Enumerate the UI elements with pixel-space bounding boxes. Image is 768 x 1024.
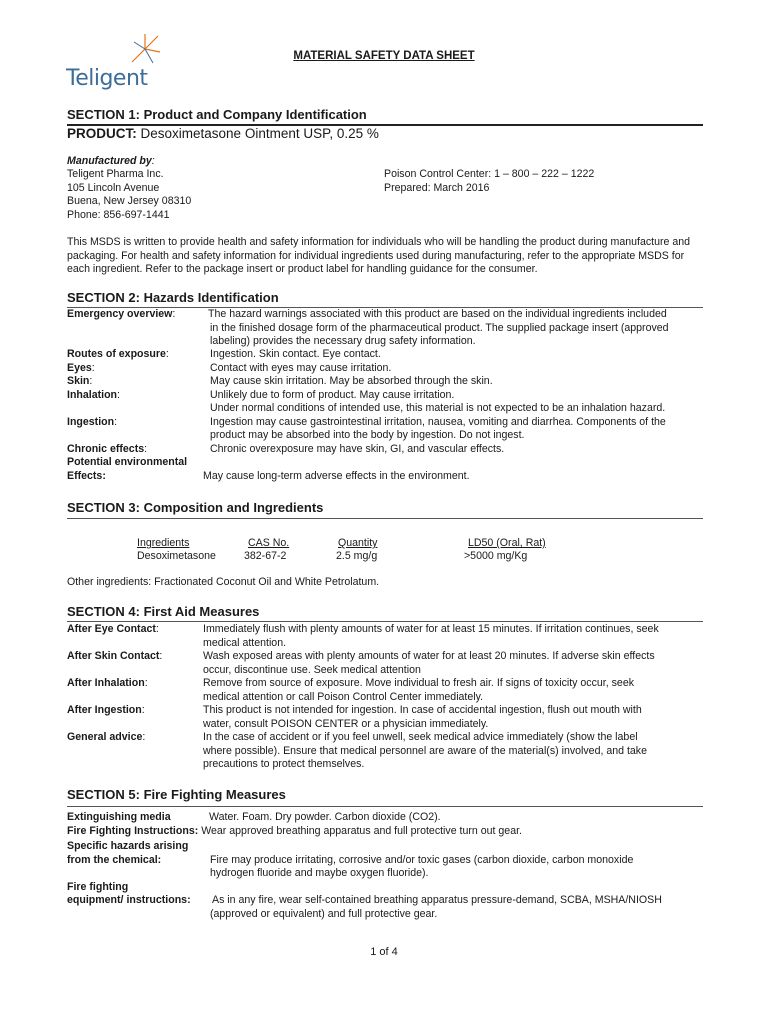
hazard-label: Routes of exposure: [67,348,169,360]
company-street: 105 Lincoln Avenue [67,181,160,194]
fire-instructions-label: Fire Fighting Instructions: [67,824,199,837]
fire-instructions-row [67,825,522,837]
company-phone: Phone: 856-697-1441 [67,208,170,221]
extinguishing-value: Water. Foam. Dry powder. Carbon dioxide (CO2). [209,811,441,823]
other-ingredients: Other ingredients: Fractionated Coconut Oil and White Petrolatum. [67,576,380,588]
hazard-value: Ingestion. Skin contact. Eye contact. [210,348,381,360]
table-cell-quantity: 2.5 mg/g [336,550,378,562]
table-cell-cas: 382-67-2 [244,550,287,562]
company-city: Buena, New Jersey 08310 [67,195,192,207]
section2-title: SECTION 2: Hazards Identification [67,290,279,305]
section5-title: SECTION 5: Fire Fighting Measures [67,787,286,802]
first-aid-value: Wash exposed areas with plenty amounts of water for at least 20 minutes. If adverse skin effects occur, discontinue use. Seek medical attention [203,650,655,676]
env-effects-value: May cause long-term adverse effects in the environment. [203,469,470,482]
table-header-quantity: Quantity [338,537,378,549]
prepared-date: Prepared: March 2016 [384,181,490,194]
section5-rule [67,806,703,807]
company-name: Teligent Pharma Inc. [67,168,164,180]
specific-hazards-label: Specific hazards arising from the chemical: [67,840,189,866]
section4-title: SECTION 4: First Aid Measures [67,604,260,619]
hazard-value: Unlikely due to form of product. May cause irritation. Under normal conditions of intended use, this material is not expected to be an inhalation hazard. [210,388,666,414]
hazard-label: Emergency overview: [67,308,176,320]
poison-control: Poison Control Center: 1 – 800 – 222 – 1222 [384,168,595,180]
fire-equipment-label: Fire fighting equipment/ instructions: [67,880,191,906]
first-aid-label: After Ingestion: [67,704,145,716]
hazard-label: Chronic effects: [67,442,148,455]
first-aid-value: Immediately flush with plenty amounts of water for at least 15 minutes. If irritation continues, seek medical attention. [203,623,659,649]
hazard-label: Ingestion: [67,415,118,428]
hazard-value: The hazard warnings associated with this product are based on the individual ingredients included in the finished dosage form of the pharmaceutical product. The supplied package insert (approved labeling) provides the necessary drug safety information. [208,308,669,347]
company-contact [384,168,594,195]
first-aid-value: Remove from source of exposure. Move individual to fresh air. If signs of toxicity occur, seek medical attention or call Poison Control Center immediately. [203,677,635,703]
table-cell-ld50: >5000 mg/Kg [464,550,528,562]
specific-hazards-value: Fire may produce irritating, corrosive and/or toxic gases (carbon dioxide, carbon monoxide hydrogen fluoride and maybe oxygen fluoride). [210,853,634,879]
intro-paragraph: This MSDS is written to provide health and safety information for individuals who will be handling the product during manufacture and packaging. For health and safety information for individual ingredients used during manufacturing, refer to the appropriate MSDS for each ingredient. Refer to the package insert or product label for handling guidance for the consumer. [67,236,691,275]
hazard-label: Inhalation: [67,388,120,401]
hazard-label: Eyes: [67,361,95,374]
section3-rule [67,518,703,519]
hazard-value: Ingestion may cause gastrointestinal irritation, nausea, vomiting and diarrhea. Components of the product may be absorbed into the body by ingestion. Do not ingest. [210,415,666,441]
first-aid-label: General advice: [67,731,146,743]
company-address [67,168,191,222]
section1-title: SECTION 1: Product and Company Identification [67,107,367,122]
extinguishing-label: Extinguishing media [67,811,171,823]
env-effects-label: Potential environmental Effects: [67,456,188,482]
fire-instructions-value: Wear approved breathing apparatus and full protective turn out gear. [201,824,522,837]
first-aid-value: In the case of accident or if you feel unwell, seek medical advice immediately (show the label where possible). Ensure that medical personnel are aware of the material(s) involved, and take precautions to protect themselves. [203,731,647,770]
hazard-label: Skin: [67,375,93,387]
page-number: 1 of 4 [370,946,398,958]
hazard-value: Chronic overexposure may have skin, GI, and vascular effects. [210,442,505,455]
section3-title: SECTION 3: Composition and Ingredients [67,500,324,515]
section4-rule [67,621,703,622]
hazard-value: Contact with eyes may cause irritation. [210,361,392,374]
first-aid-label: After Inhalation: [67,677,148,689]
table-cell-ingredient: Desoximetasone [137,550,216,562]
first-aid-label: After Skin Contact: [67,650,163,662]
table-header-ld50: LD50 (Oral, Rat) [468,537,546,549]
fire-equipment-value: As in any fire, wear self-contained breathing apparatus pressure-demand, SCBA, MSHA/NIOSH (approved or equivalent) and full protective gear. [210,894,662,920]
table-header-ingredients: Ingredients [137,537,190,549]
table-header-cas: CAS No. [248,537,290,549]
product-name: Desoximetasone Ointment USP, 0.25 % [140,126,379,141]
first-aid-value: This product is not intended for ingestion. In case of accidental ingestion, flush out mouth with water, consult POISON CENTER or a physician immediately. [203,704,642,730]
first-aid-label: After Eye Contact: [67,623,159,635]
document-title: MATERIAL SAFETY DATA SHEET [293,50,475,62]
manufactured-by-label: Manufactured by: [67,155,155,167]
product-label: PRODUCT: [67,126,137,141]
logo-text: Teligent [66,66,148,91]
product-line [67,126,379,141]
teligent-logo [66,36,166,96]
hazard-value: May cause skin irritation. May be absorbed through the skin. [210,375,493,387]
